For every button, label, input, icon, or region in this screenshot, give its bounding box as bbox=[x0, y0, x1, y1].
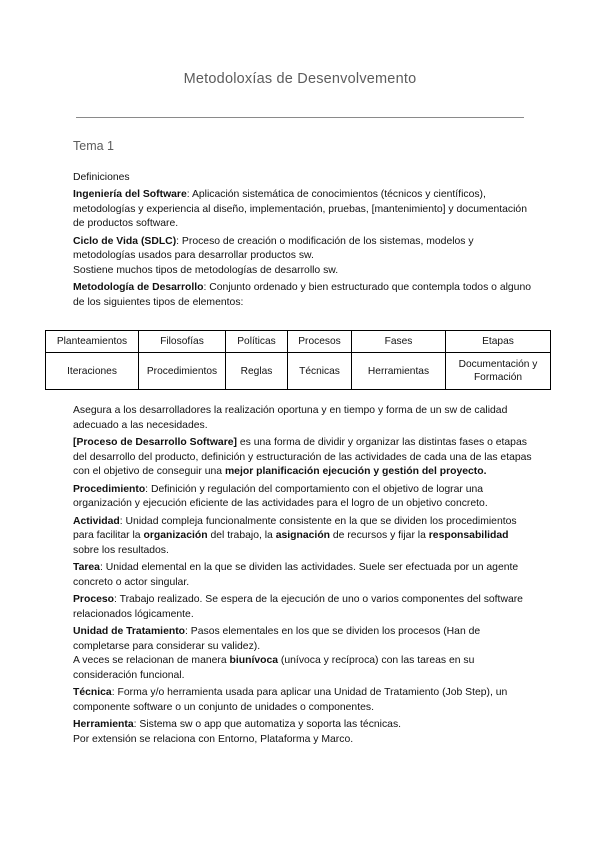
definition-procedimiento bbox=[73, 483, 533, 512]
definition-text: : Proceso de creación o modificación de los sistemas, modelos y metodologías usados para desarrollar productos sw. bbox=[73, 235, 474, 261]
term: Metodología de Desarrollo bbox=[73, 282, 204, 293]
definition-text: A veces se relacionan de manera bbox=[73, 655, 230, 666]
term: Actividad bbox=[73, 515, 120, 527]
definition-sdlc bbox=[73, 235, 533, 279]
table-cell: Documentación y Formación bbox=[446, 353, 551, 390]
definition-herramienta bbox=[73, 718, 533, 747]
term: Tarea bbox=[73, 562, 100, 573]
definitions-label: Definiciones bbox=[73, 172, 130, 183]
definition-unidad-tratamiento bbox=[73, 625, 533, 683]
definition-tecnica bbox=[73, 686, 533, 715]
assurance-paragraph: Asegura a los desarrolladores la realización oportuna y en tiempo y forma de un sw de calidad adecuado a las necesidades. bbox=[73, 405, 508, 431]
definition-emphasis: asignación bbox=[275, 530, 331, 541]
definition-text-line2 bbox=[73, 654, 533, 683]
term: Ciclo de Vida (SDLC) bbox=[73, 235, 177, 247]
table-cell: Herramientas bbox=[352, 353, 446, 390]
definition-text: : Forma y/o herramienta usada para aplicar una Unidad de Tratamiento (Job Step), un componente software o un conjunto de unidades o componentes. bbox=[73, 687, 508, 713]
intro-definitions bbox=[73, 188, 533, 310]
definition-text-line2: Sostiene muchos tipos de metodologías de desarrollo sw. bbox=[73, 264, 339, 276]
definition-text: : Conjunto ordenado y bien estructurado que contempla todos o alguno de los siguientes tipos de elementos: bbox=[73, 282, 532, 308]
table-cell: Etapas bbox=[446, 331, 551, 353]
section-heading: Tema 1 bbox=[73, 139, 114, 153]
definition-tarea bbox=[73, 561, 533, 590]
document-title: Metodoloxías de Desenvolvemento bbox=[183, 71, 417, 87]
term: Técnica bbox=[73, 687, 112, 698]
term: Procedimiento bbox=[73, 483, 146, 495]
definition-proceso bbox=[73, 593, 533, 622]
definition-text: : Sistema sw o app que automatiza y soporta las técnicas. bbox=[133, 719, 402, 730]
definition-text: : Pasos elementales en los que se dividen los procesos (Han de completarse para considerar su validez). bbox=[73, 626, 481, 652]
definition-software-engineering bbox=[73, 188, 533, 232]
definition-text: : Aplicación sistemática de conocimientos (técnicos y científicos), metodologías y experiencia al diseño, implementación, pruebas, [mantenimiento] y documentación de productos software. bbox=[73, 189, 527, 229]
table-cell: Iteraciones bbox=[46, 353, 139, 390]
definition-text-line2: Por extensión se relaciona con Entorno, Plataforma y Marco. bbox=[73, 733, 354, 745]
term: Ingeniería del Software bbox=[73, 189, 187, 200]
elements-table bbox=[45, 330, 551, 390]
table-cell: Planteamientos bbox=[46, 331, 139, 353]
definition-text: : Unidad compleja funcionalmente consistente en la que se dividen los procedimientos para facilitar la bbox=[73, 515, 517, 541]
definition-actividad bbox=[73, 515, 533, 559]
table-cell: Filosofías bbox=[139, 331, 226, 353]
definition-emphasis: biunívoca bbox=[229, 655, 279, 666]
definition-process-sw bbox=[73, 436, 533, 480]
definition-text: (unívoca y recíproca) con las tareas en su consideración funcional. bbox=[73, 655, 475, 681]
definition-emphasis: mejor planificación ejecución y gestión del proyecto. bbox=[224, 466, 487, 477]
definition-emphasis: responsabilidad bbox=[428, 530, 509, 541]
table-cell: Procedimientos bbox=[139, 353, 226, 390]
term: Herramienta bbox=[73, 719, 134, 730]
definition-text: : Unidad elemental en la que se dividen las actividades. Suele ser efectuada por un agente concreto o actor singular. bbox=[73, 562, 519, 588]
definition-text: de recursos y fijar la bbox=[330, 530, 429, 541]
table-cell: Fases bbox=[352, 331, 446, 353]
table-cell: Políticas bbox=[226, 331, 288, 353]
definition-text: del trabajo, la bbox=[207, 530, 276, 541]
definition-text: es una forma de dividir y organizar las distintas fases o etapas del desarrollo del producto, definición y estructuración de las actividades de cada una de las etapas con el objetivo de conseguir una bbox=[73, 437, 532, 477]
table-cell: Técnicas bbox=[288, 353, 352, 390]
table-cell: Procesos bbox=[288, 331, 352, 353]
table-row bbox=[46, 353, 551, 390]
definition-text: : Trabajo realizado. Se espera de la ejecución de uno o varios componentes del software relacionados lógicamente. bbox=[73, 594, 523, 620]
term: Proceso bbox=[73, 594, 115, 605]
definition-text: : Definición y regulación del comportamiento con el objetivo de lograr una organización y ejecución eficiente de las actividades para el logro de un objetivo concreto. bbox=[73, 483, 488, 509]
definition-text: sobre los resultados. bbox=[73, 544, 169, 556]
definition-emphasis: organización bbox=[143, 530, 208, 541]
term: Unidad de Tratamiento bbox=[73, 626, 186, 637]
concept-definitions bbox=[73, 404, 533, 747]
term: [Proceso de Desarrollo Software] bbox=[73, 437, 237, 448]
table-row bbox=[46, 331, 551, 353]
table-cell: Reglas bbox=[226, 353, 288, 390]
definition-methodology bbox=[73, 281, 533, 310]
title-divider bbox=[76, 117, 524, 118]
